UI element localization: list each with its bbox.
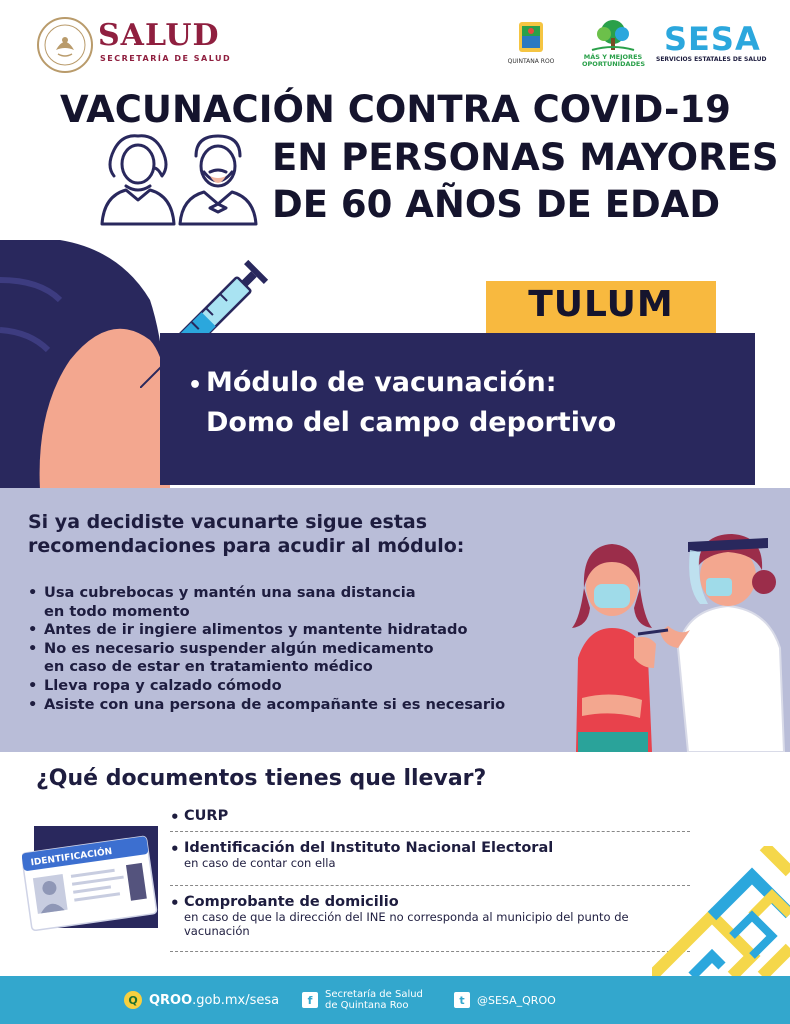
recommendations-title: Si ya decidiste vacunarte sigue estas recomendaciones para acudir al módulo: — [28, 511, 465, 557]
recommendation-text: No es necesario suspender algún medicamento — [44, 639, 434, 657]
recommendation-text-cont: en todo momento — [44, 602, 190, 620]
nurse-vaccinating-girl-illustration — [568, 518, 790, 752]
vaccination-module-panel — [160, 333, 755, 485]
document-note: en caso de que la dirección del INE no corresponda al municipio del punto de vacunación — [184, 910, 629, 938]
list-item — [28, 640, 588, 677]
list-item — [170, 838, 690, 886]
mas-text-line2: OPORTUNIDADES — [582, 60, 646, 68]
mas-oportunidades-text — [582, 54, 644, 68]
quintana-roo-logo-text: QUINTANA ROO — [507, 58, 555, 65]
list-item — [28, 584, 588, 621]
recommendation-text-cont: en caso de estar en tratamiento médico — [44, 658, 373, 676]
recommendation-text: Usa cubrebocas y mantén una sana distancia — [44, 584, 416, 601]
footer — [0, 976, 790, 1024]
tree-logo-icon — [582, 18, 644, 54]
module-bullet: • — [188, 373, 203, 398]
footer-facebook-line1: Secretaría de Salud — [325, 989, 423, 1000]
list-item — [28, 621, 588, 640]
salud-subtitle: SECRETARÍA DE SALUD — [100, 54, 232, 63]
mas-oportunidades-logo — [582, 18, 644, 74]
recommendations-section — [0, 488, 790, 752]
id-card-icon — [22, 822, 162, 932]
document-name: • Comprobante de domicilio — [184, 894, 399, 910]
facebook-icon: f — [302, 992, 318, 1008]
sesa-logo-text: SESA — [664, 20, 761, 58]
documents-list — [170, 806, 690, 952]
title-line-2: EN PERSONAS MAYORES — [272, 136, 779, 179]
document-name: • Identificación del Instituto Nacional Electoral — [184, 840, 554, 856]
list-item — [170, 892, 690, 952]
footer-facebook-line2: de Quintana Roo — [325, 1000, 409, 1011]
document-name: • CURP — [184, 808, 229, 824]
footer-website-bold: QROO — [149, 992, 193, 1008]
footer-twitter[interactable] — [454, 976, 556, 1024]
footer-website[interactable] — [124, 976, 279, 1024]
footer-website-rest: .gob.mx/sesa — [192, 992, 280, 1008]
mas-text-line1: MÁS Y MEJORES — [583, 53, 643, 61]
header — [0, 0, 790, 80]
documents-title: ¿Qué documentos tienes que llevar? — [36, 766, 487, 791]
salud-logo-text: SALUD — [98, 18, 220, 53]
footer-facebook-text — [325, 989, 423, 1011]
quintana-roo-logo — [506, 18, 556, 74]
document-note: en caso de contar con ella — [184, 856, 336, 870]
city-name: TULUM — [528, 284, 674, 325]
elderly-people-icon — [92, 128, 262, 228]
mayan-pattern-decoration — [652, 846, 790, 976]
quintana-roo-emblem-icon — [506, 18, 556, 58]
list-item — [28, 696, 588, 715]
sesa-subtitle: SERVICIOS ESTATALES DE SALUD — [656, 56, 767, 63]
title-line-3: DE 60 AÑOS DE EDAD — [272, 183, 721, 226]
footer-facebook[interactable] — [302, 976, 423, 1024]
city-banner — [486, 281, 716, 333]
recommendations-list — [28, 584, 588, 714]
list-item — [28, 677, 588, 696]
id-card-label: IDENTIFICACIÓN — [30, 846, 113, 869]
module-label: Módulo de vacunación: — [206, 367, 557, 398]
recommendation-text: Asiste con una persona de acompañante si es necesario — [44, 695, 506, 713]
list-item — [170, 806, 690, 832]
mexico-seal-icon — [36, 16, 94, 74]
title-line-1: VACUNACIÓN CONTRA COVID-19 — [60, 88, 731, 131]
twitter-icon: t — [454, 992, 470, 1008]
footer-twitter-handle: @SESA_QROO — [477, 993, 556, 1007]
module-location: Domo del campo deportivo — [206, 407, 617, 438]
recommendation-text: Lleva ropa y calzado cómodo — [44, 676, 282, 694]
recommendation-text: Antes de ir ingiere alimentos y mantente hidratado — [44, 621, 468, 639]
qroo-logo-icon: Q — [124, 991, 142, 1009]
